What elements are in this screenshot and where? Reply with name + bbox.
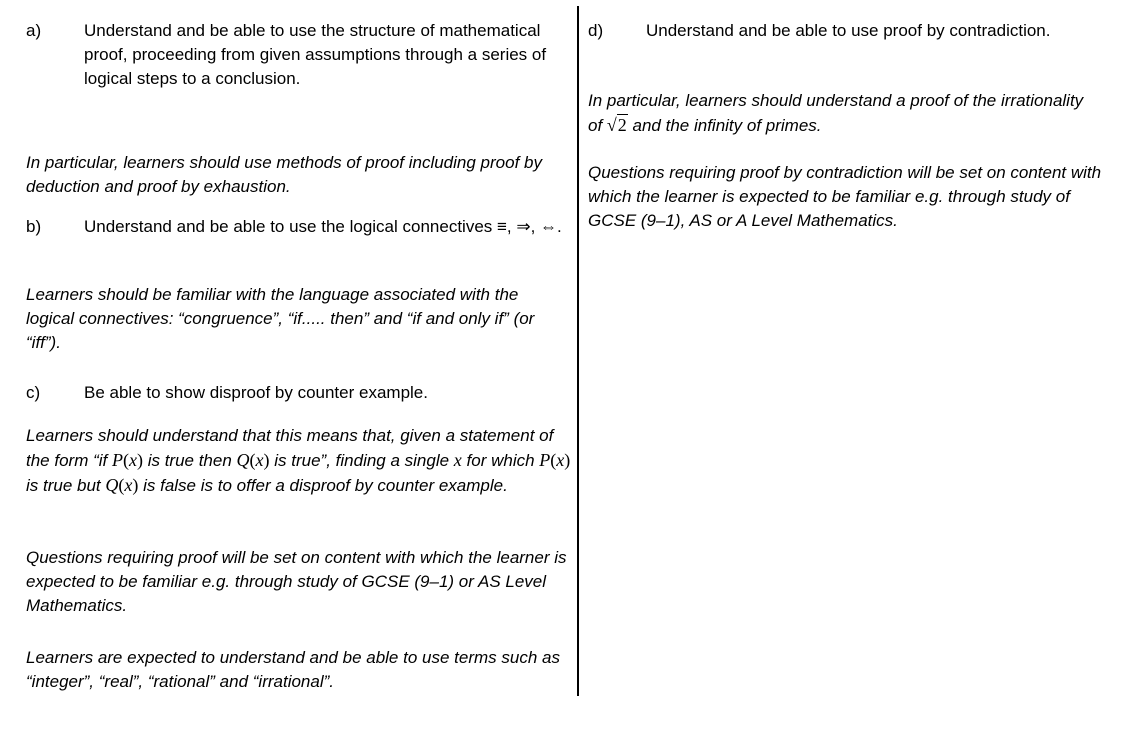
- note-c-part5: is true but: [26, 476, 106, 495]
- right-note-a-part1: In particular, learners should understand a proof of the irrationality of: [588, 91, 1084, 135]
- math-P-2: P: [539, 450, 551, 470]
- item-c-letter: c): [26, 383, 41, 402]
- note-c-part3: is true”, finding a single: [269, 451, 454, 470]
- item-c: [26, 381, 574, 405]
- note-c-part6: is false is to offer a disproof by counter example.: [138, 476, 508, 495]
- item-b-text: Understand and be able to use the logical connectives ≡, ⇒, ⇔.: [84, 217, 562, 236]
- note-d: Questions requiring proof will be set on content with which the learner is expected to be familiar e.g. through study of GCSE (9–1) or AS Level Mathematics.: [26, 548, 567, 615]
- item-b-letter: b): [26, 217, 42, 236]
- note-c: Learners should understand that this means that, given a statement of the form “if P(x) is true then Q(x) is true”, finding a single x for which P(x) is true but Q(x) is false is to offer a disproof by counter example.: [26, 426, 571, 495]
- note-c-part4: for which: [461, 451, 540, 470]
- item-a-letter: a): [26, 21, 42, 40]
- radical-sign: √: [606, 115, 617, 135]
- item-d: [588, 19, 1113, 43]
- math-x: x: [453, 450, 462, 470]
- item-c-text: Be able to show disproof by counter example.: [84, 383, 428, 402]
- item-d-text: Understand and be able to use proof by contradiction.: [646, 21, 1051, 40]
- note-e: Learners are expected to understand and be able to use terms such as “integer”, “real”, “rational” and “irrational”.: [26, 648, 560, 691]
- column-divider: [577, 6, 579, 696]
- sqrt-2: [607, 114, 628, 135]
- math-P-1: P: [111, 450, 123, 470]
- note-a: In particular, learners should use methods of proof including proof by deduction and proof by exhaustion.: [26, 153, 542, 196]
- note-c-part2: is true then: [142, 451, 237, 470]
- right-note-a-part2: and the infinity of primes.: [627, 116, 822, 135]
- item-b: [26, 215, 574, 239]
- right-note-b: Questions requiring proof by contradiction will be set on content with which the learner is expected to be familiar e.g. through study of GCSE (9–1), AS or A Level Mathematics.: [588, 163, 1102, 230]
- math-Q-2: Q: [105, 475, 119, 495]
- right-note-a: [588, 89, 1098, 138]
- radicand: 2: [617, 115, 627, 135]
- item-d-letter: d): [588, 21, 604, 40]
- item-a: [26, 19, 574, 91]
- note-b: Learners should be familiar with the language associated with the logical connectives: “congruence”, “if..... then” and “if and only if” (or “iff”).: [26, 285, 535, 352]
- math-Q-1: Q: [236, 450, 250, 470]
- item-a-text: Understand and be able to use the structure of mathematical proof, proceeding from given assumptions through a series of logical steps to a conclusion.: [84, 21, 547, 88]
- note-c-part1: Learners should understand that this means that, given a statement of the form “if: [26, 426, 554, 470]
